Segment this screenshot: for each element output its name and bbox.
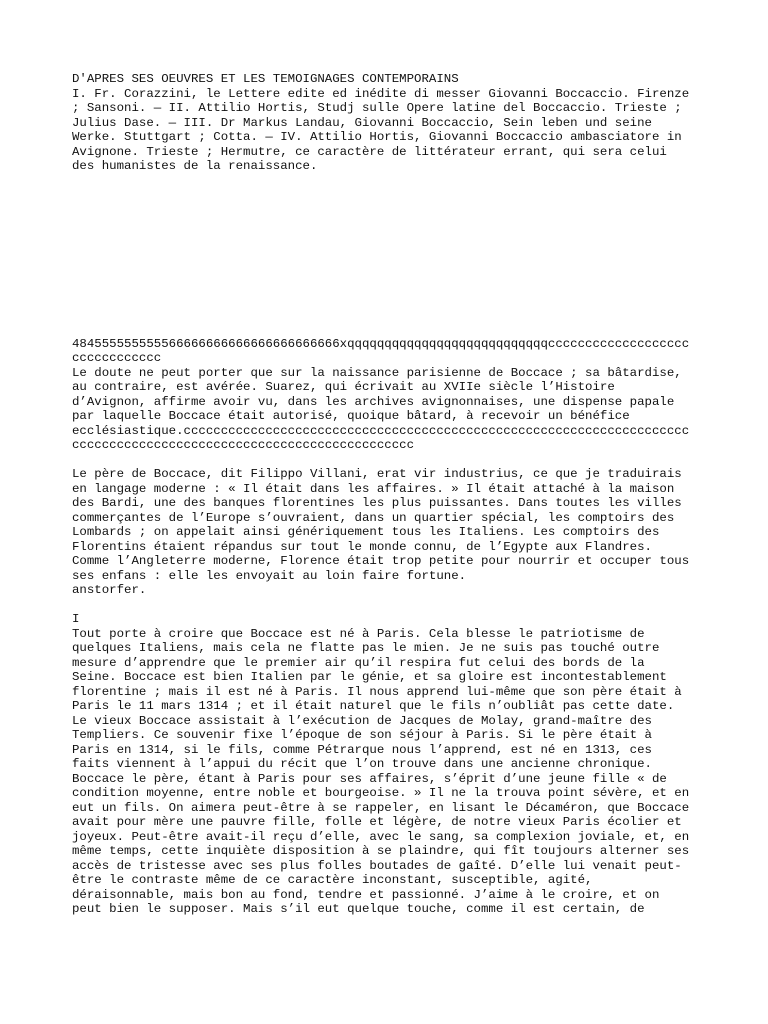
paragraph-father: Le père de Boccace, dit Filippo Villani, erat vir industrius, ce que je traduirais en langage moderne : « Il était dans les affaires. » Il était attaché à la maison des Bardi, une des banques florentines les plus puissantes. Dans toutes les villes commerçantes de l’Europe s’ouvraient, dans un quartier spécial, les comptoirs des Lombards ; on appelait ainsi génériquement tous les Italiens. Les comptoirs des Florentins étaient répandus sur tout le monde connu, de l’Egypte aux Flandres. Comme l’Angleterre moderne, Florence était trop petite pour nourrir et occuper tous ses enfans : elle les envoyait au loin faire fortune. anstorfer. [72, 467, 690, 597]
document-title: D'APRES SES OEUVRES ET LES TEMOIGNAGES CONTEMPORAINS [72, 72, 459, 86]
section-number: I [72, 612, 80, 626]
source-references: I. Fr. Corazzini, le Lettere edite ed inédite di messer Giovanni Boccaccio. Firenze ; Sansoni. — II. Attilio Hortis, Studj sulle Opere latine del Boccaccio. Trieste ; Julius Dase. — III. Dr Markus Landau, Giovanni Boccaccio, Sein leben und seine Werke. Stuttgart ; Cotta. — IV. Attilio Hortis, Giovanni Boccaccio ambasciatore in Avignone. Trieste ; Hermutre, ce caractère de littérateur errant, qui sera celui des humanistes de la renaissance. [72, 86, 690, 173]
paragraph-paris-birth: Tout porte à croire que Boccace est né à Paris. Cela blesse le patriotisme de quelques Italiens, mais cela ne flatte pas le mien. Je ne suis pas touché outre mesure d’apprendre que le premier air qu’il respira fut celui des bords de la Seine. Boccace est bien Italien par le génie, et sa gloire est incontestablement florentine ; mais il est né à Paris. Il nous apprend lui-même que son père était à Paris le 11 mars 1314 ; et il était naturel que le fils n’oubliât pas cette date. Le vieux Boccace assistait à l’exécution de Jacques de Molay, grand-maître des Templiers. Ce souvenir fixe l’époque de son séjour à Paris. Si le père était à Paris en 1314, si le fils, comme Pétrarque nous l’apprend, est né en 1313, ces faits viennent à l’appui du récit que l’on trouve dans une ancienne chronique. Boccace le père, étant à Paris pour ses affaires, s’éprit d’une jeune fille « de condition moyenne, entre noble et bourgeoise. » Il ne la trouva point sévère, et en eut un fils. On aimera peut-être à se rappeler, en lisant le Décaméron, que Boccace avait pour mère une pauvre fille, folle et légère, de notre vieux Paris écolier et joyeux. Peut-être avait-il reçu d’elle, avec le sang, sa complexion joviale, et, en même temps, cette inquiète disposition à se plaindre, qui fît toujours alterner ses accès de tristesse avec ses plus folles boutades de gaîté. D’elle lui venait peut- être le contraste même de ce caractère inconstant, susceptible, agité, déraisonnable, mais bon au fond, tendre et passionné. J’aime à le croire, et on peut bien le supposer. Mais s’il eut quelque touche, comme il est certain, de [72, 626, 690, 916]
noise-text-line: 484555555555566666666666666666666666xqqqqqqqqqqqqqqqqqqqqqqqqqqqccccccccccccccccccc cccccccccccc [72, 336, 690, 365]
blank-space [72, 174, 702, 337]
paragraph-spacer [72, 453, 702, 468]
paragraph-spacer [72, 598, 702, 613]
paragraph-birth-doubt: Le doute ne peut porter que sur la naissance parisienne de Boccace ; sa bâtardise, au contraire, est avérée. Suarez, qui écrivait au XVIIe siècle l’Histoire d’Avignon, affirme avoir vu, dans les archives avignonnaises, une dispense papale par laquelle Boccace était autorisé, quoique bâtard, à recevoir un bénéfice ecclésiastique.cccccccccccccccccccccccccccccccccccccccccccccccccccccccccccccccccccc cccccccccccccccccccccccccccccccccccccccccccccc [72, 365, 690, 452]
document-page [72, 72, 702, 917]
